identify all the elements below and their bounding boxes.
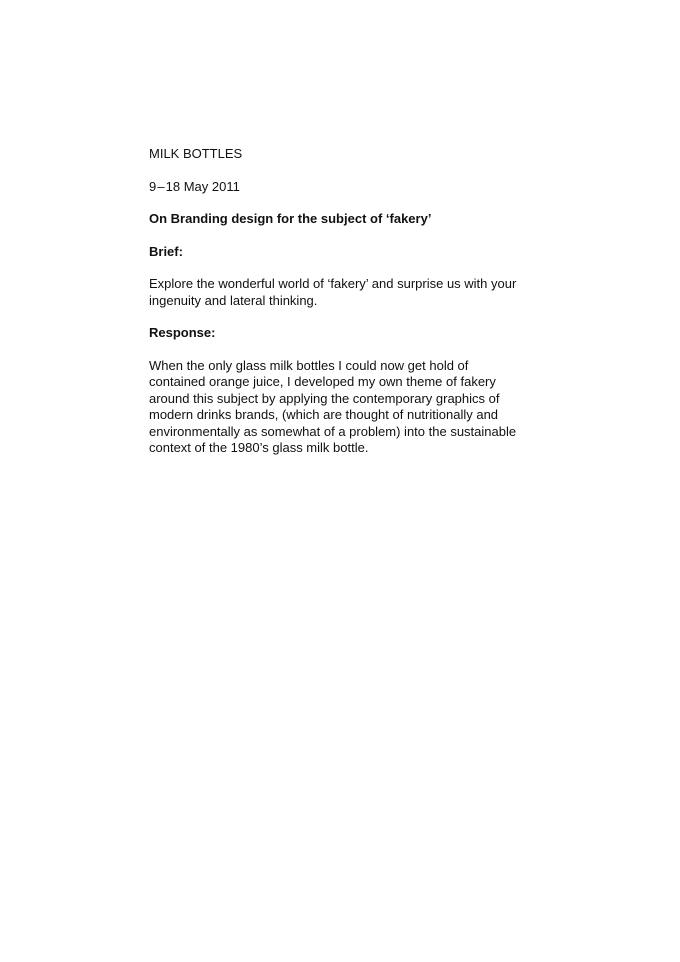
- brief-line: ingenuity and lateral thinking.: [149, 292, 318, 308]
- response-heading: Response:: [149, 325, 216, 340]
- response-line: contained orange juice, I developed my own theme of fakery: [149, 374, 496, 389]
- document-subject: On Branding design for the subject of ‘fakery’: [149, 211, 432, 226]
- response-line: modern drinks brands, (which are thought of nutritionally and: [149, 407, 499, 422]
- brief-line: Explore the wonderful world of ‘fakery’ and surprise us with your: [149, 276, 517, 291]
- response-line: environmentally as somewhat of a problem) into the sustainable: [149, 423, 517, 439]
- document-page: [149, 146, 549, 473]
- document-dates: 9 – 18 May 2011: [149, 178, 240, 194]
- response-paragraph: [149, 358, 549, 457]
- response-line: context of the 1980’s glass milk bottle.: [149, 440, 369, 455]
- response-line: When the only glass milk bottles I could now get hold of: [149, 357, 469, 373]
- brief-paragraph: [149, 276, 549, 309]
- document-title: MILK BOTTLES: [149, 146, 243, 161]
- brief-heading: Brief:: [149, 243, 183, 259]
- response-line: around this subject by applying the contemporary graphics of: [149, 390, 500, 406]
